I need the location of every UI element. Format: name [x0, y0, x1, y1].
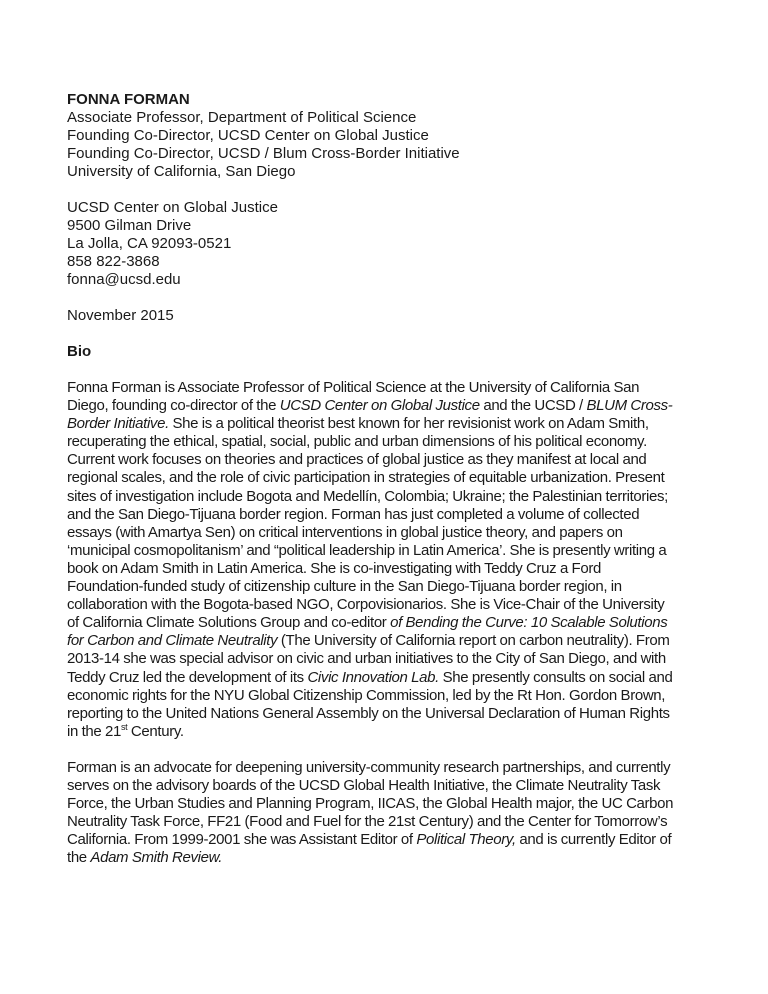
paragraph-line: reporting to the United Nations General Assembly on the Universal Declaration of Human Rights — [67, 704, 670, 722]
paragraph-line: serves on the advisory boards of the UCSD Global Health Initiative, the Climate Neutrality Task — [67, 776, 661, 794]
paragraph-line: ‘municipal cosmopolitanism’ and “political leadership in Latin America’. She is presently writing a — [67, 541, 667, 559]
document-date: November 2015 — [67, 307, 174, 324]
italic-title: UCSD Center on Global Justice — [279, 397, 480, 415]
title-line: Founding Co-Director, UCSD / Blum Cross-Border Initiative — [67, 145, 460, 162]
italic-title: Civic Innovation Lab. — [307, 668, 439, 686]
paragraph-line: Fonna Forman is Associate Professor of Political Science at the University of California San — [67, 379, 640, 396]
paragraph-line: Current work focuses on theories and practices of global justice as they manifest at local and — [67, 451, 647, 469]
paragraph-line: Force, the Urban Studies and Planning Program, IICAS, the Global Health major, the UC Carbon — [67, 795, 674, 813]
paragraph-line: for Carbon and Climate Neutrality (The University of California report on carbon neutrality). From — [67, 632, 670, 650]
title-line: Founding Co-Director, UCSD Center on Global Justice — [67, 127, 429, 144]
paragraph-line: Border Initiative. She is a political theorist best known for her revisionist work on Adam Smith, — [67, 415, 649, 433]
contact-organization: UCSD Center on Global Justice — [67, 199, 278, 216]
paragraph-line: and the San Diego-Tijuana border region. Forman has just completed a volume of collected — [67, 505, 640, 523]
title-line: Associate Professor, Department of Political Science — [67, 109, 417, 126]
bio-paragraph-1 — [67, 379, 707, 741]
paragraph-line: book on Adam Smith in Latin America. She is co-investigating with Teddy Cruz a Ford — [67, 559, 601, 577]
italic-title: BLUM Cross- — [586, 397, 673, 415]
contact-city: La Jolla, CA 92093-0521 — [67, 235, 232, 252]
contact-block — [67, 199, 707, 289]
paragraph-line: in the 21st Century. — [67, 721, 184, 740]
italic-title: Border Initiative. — [67, 415, 169, 433]
ordinal-suffix: st — [121, 721, 128, 732]
paragraph-line: sites of investigation include Bogota and Medellín, Colombia; Ukraine; the Palestinian territories; — [67, 487, 668, 505]
section-heading-bio: Bio — [67, 343, 92, 360]
paragraph-line: collaboration with the Bogota-based NGO, Corpovisionarios. She is Vice-Chair of the University — [67, 596, 665, 614]
paragraph-line: California. From 1999-2001 she was Assistant Editor of Political Theory, and is currently Editor of — [67, 831, 672, 849]
paragraph-line: Neutrality Task Force, FF21 (Food and Fuel for the 21st Century) and the Center for Tomorrow’s — [67, 813, 668, 831]
italic-title: Political Theory, — [416, 831, 516, 849]
italic-title: for Carbon and Climate Neutrality — [67, 632, 278, 650]
paragraph-line: recuperating the ethical, spatial, social, public and urban dimensions of his political economy. — [67, 433, 647, 451]
contact-street: 9500 Gilman Drive — [67, 217, 192, 234]
document-page — [67, 91, 707, 867]
author-name: FONNA FORMAN — [67, 91, 190, 108]
spacer — [67, 181, 707, 199]
header-block — [67, 91, 707, 181]
paragraph-line: economic rights for the NYU Global Citizenship Commission, led by the Rt Hon. Gordon Brown, — [67, 686, 666, 704]
bio-paragraph-2 — [67, 759, 707, 868]
spacer — [67, 289, 707, 307]
paragraph-line: Foundation-funded study of citizenship culture in the San Diego-Tijuana border region, in — [67, 578, 622, 596]
paragraph-line: 2013-14 she was special advisor on civic and urban initiatives to the City of San Diego, and with — [67, 650, 666, 668]
paragraph-line: regional scales, and the role of civic participation in strategies of equitable urbanization. Present — [67, 469, 665, 487]
paragraph-line: the Adam Smith Review. — [67, 849, 223, 867]
paragraph-line: essays (with Amartya Sen) on critical interventions in global justice theory, and papers on — [67, 523, 623, 541]
paragraph-line: of California Climate Solutions Group and co-editor of Bending the Curve: 10 Scalable Solutions — [67, 614, 668, 632]
paragraph-line: Diego, founding co-director of the UCSD Center on Global Justice and the UCSD / BLUM Cross- — [67, 397, 673, 415]
italic-title: of Bending the Curve: 10 Scalable Solutions — [390, 614, 668, 632]
title-line: University of California, San Diego — [67, 163, 296, 180]
italic-title: Adam Smith Review. — [90, 849, 223, 867]
contact-phone: 858 822-3868 — [67, 253, 160, 270]
paragraph-line: Forman is an advocate for deepening university-community research partnerships, and currently — [67, 758, 671, 776]
contact-email: fonna@ucsd.edu — [67, 271, 181, 288]
paragraph-line: Teddy Cruz led the development of its Civic Innovation Lab. She presently consults on social and — [67, 668, 673, 686]
